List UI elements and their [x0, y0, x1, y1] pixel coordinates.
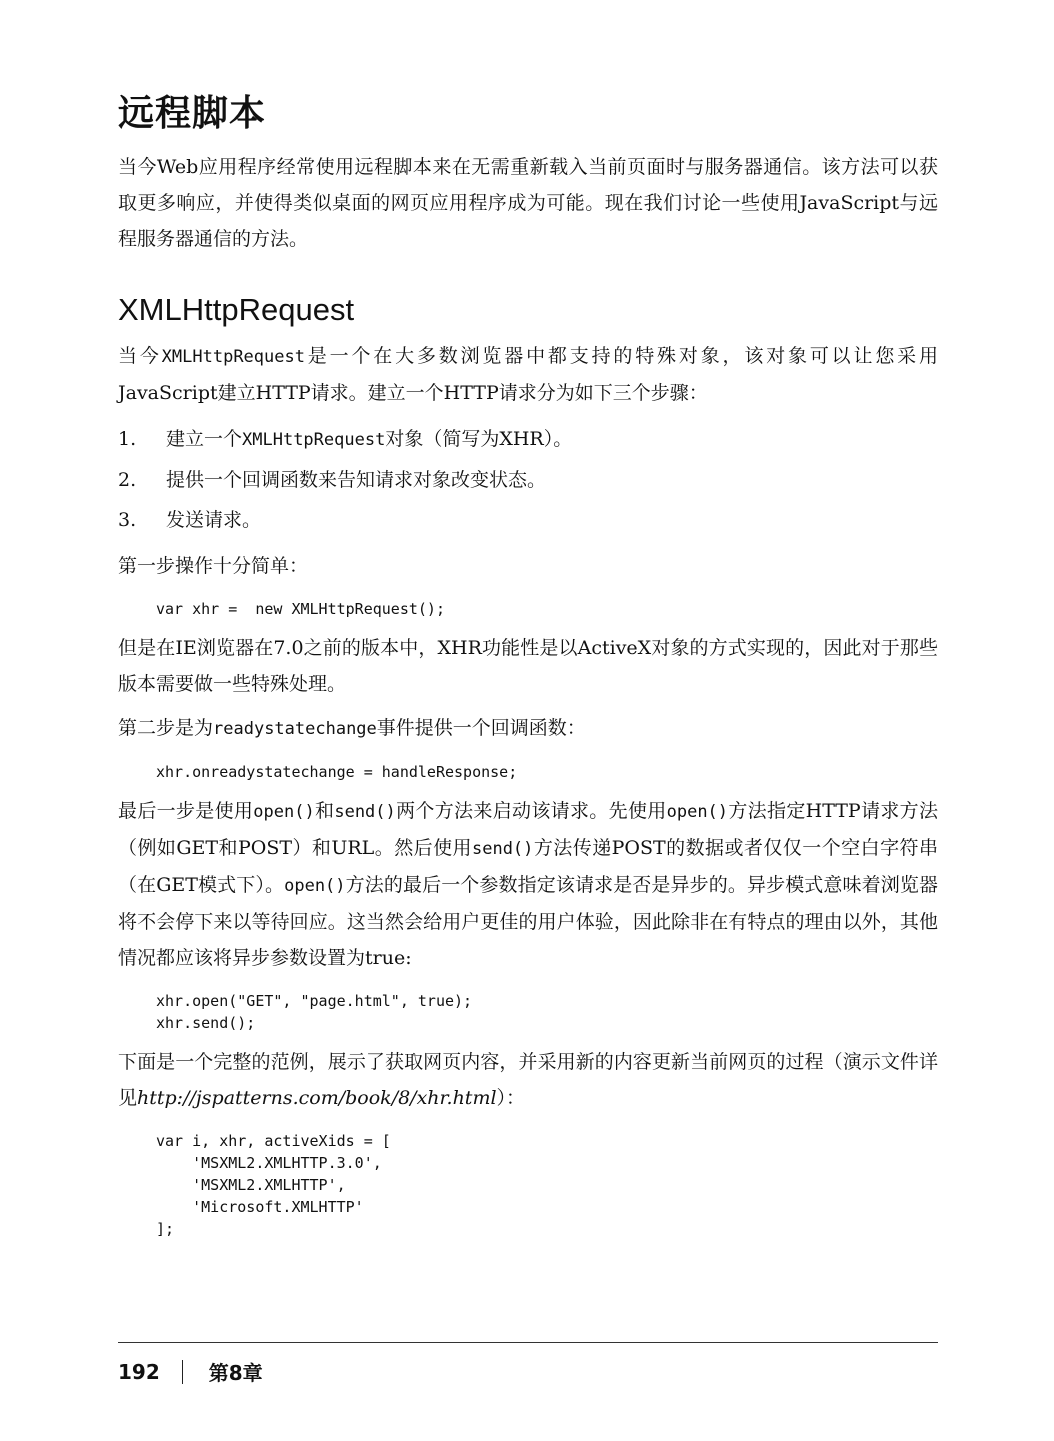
page-title: 远程脚本	[118, 93, 267, 134]
step2-code: readystatechange	[213, 719, 377, 740]
step-number: 3.	[118, 509, 137, 532]
xhr-paragraph-code: XMLHttpRequest	[161, 347, 305, 368]
final-step-paragraph	[118, 793, 938, 976]
final-code-4: send()	[471, 839, 534, 860]
step2-paragraph	[118, 710, 938, 747]
step2-prefix: 第二步是为	[118, 717, 214, 740]
step-text	[166, 419, 572, 460]
page-content	[118, 92, 938, 1250]
step-text: 发送请求。	[166, 509, 262, 532]
page-number: 192	[118, 1359, 160, 1384]
final-code-5: open()	[284, 876, 346, 897]
final-code-1: open()	[253, 802, 315, 823]
section-title: XMLHttpRequest	[118, 292, 355, 328]
xhr-paragraph	[118, 338, 938, 411]
code-block-1: var xhr = new XMLHttpRequest();	[156, 600, 445, 619]
example-paragraph	[118, 1044, 938, 1116]
ie-paragraph: 但是在IE浏览器在7.0之前的版本中，XHR功能性是以ActiveX对象的方式实现的，因此对于那些版本需要做一些特殊处理。	[118, 637, 938, 696]
list-item	[118, 419, 938, 460]
xhr-paragraph-suffix: 是一个在大多数浏览器中都支持的特殊对象，该对象可以让您采用JavaScript建立HTTP请求。建立一个HTTP请求分为如下三个步骤：	[118, 345, 938, 405]
final-code-3: open()	[666, 802, 729, 823]
footer-divider	[182, 1360, 183, 1384]
example-text: 下面是一个完整的范例，展示了获取网页内容，并采用新的内容更新当前网页的过程（演示文件详见	[118, 1051, 938, 1110]
example-end: ）：	[496, 1087, 526, 1110]
step-number: 1.	[118, 428, 137, 451]
final-text-5: 方法传递POST的数据或者仅仅一个空白字符串（在GET模式下）。	[118, 837, 938, 897]
final-text-4: 方法指定HTTP请求方法（例如GET和POST）和URL。然后使用	[118, 800, 938, 860]
steps-list	[118, 419, 938, 540]
page-footer	[118, 1342, 938, 1385]
code-block-2: xhr.onreadystatechange = handleResponse;	[156, 763, 518, 782]
example-link[interactable]: http://jspatterns.com/book/8/xhr.html	[137, 1087, 497, 1110]
step-text: 提供一个回调函数来告知请求对象改变状态。	[166, 469, 547, 492]
final-text-1: 最后一步是使用	[118, 800, 254, 823]
list-item	[118, 460, 938, 500]
step-text-code: XMLHttpRequest	[242, 430, 386, 451]
code-block-3: xhr.open("GET", "page.html", true); xhr.send();	[156, 992, 473, 1033]
footer-text	[118, 1357, 263, 1386]
xhr-paragraph-prefix: 当今	[118, 345, 162, 368]
final-text-3: 两个方法来启动该请求。先使用	[395, 800, 667, 823]
step-text-suffix: 对象（简写为XHR）。	[385, 428, 573, 451]
chapter-label: 第8章	[208, 1361, 263, 1385]
step1-intro: 第一步操作十分简单：	[118, 555, 309, 578]
list-item	[118, 500, 938, 540]
final-text-6: 方法的最后一个参数指定该请求是否是异步的。异步模式意味着浏览器将不会停下来以等待回应。这当然会给用户更佳的用户体验，因此除非在有特点的理由以外，其他情况都应该将异步参数设置为true:	[118, 874, 938, 970]
step2-suffix: 事件提供一个回调函数：	[376, 717, 586, 740]
step-number: 2.	[118, 469, 137, 492]
final-code-2: send()	[334, 802, 396, 823]
step-text-prefix: 建立一个	[166, 428, 243, 451]
code-block-4: var i, xhr, activeXids = [ 'MSXML2.XMLHTTP.3.0', 'MSXML2.XMLHTTP', 'Microsoft.XMLHTTP' ];	[156, 1132, 391, 1239]
final-text-2: 和	[314, 800, 335, 823]
intro-paragraph: 当今Web应用程序经常使用远程脚本来在无需重新载入当前页面时与服务器通信。该方法可以获取更多响应，并使得类似桌面的网页应用程序成为可能。现在我们讨论一些使用JavaScript与远程服务器通信的方法。	[118, 156, 938, 251]
